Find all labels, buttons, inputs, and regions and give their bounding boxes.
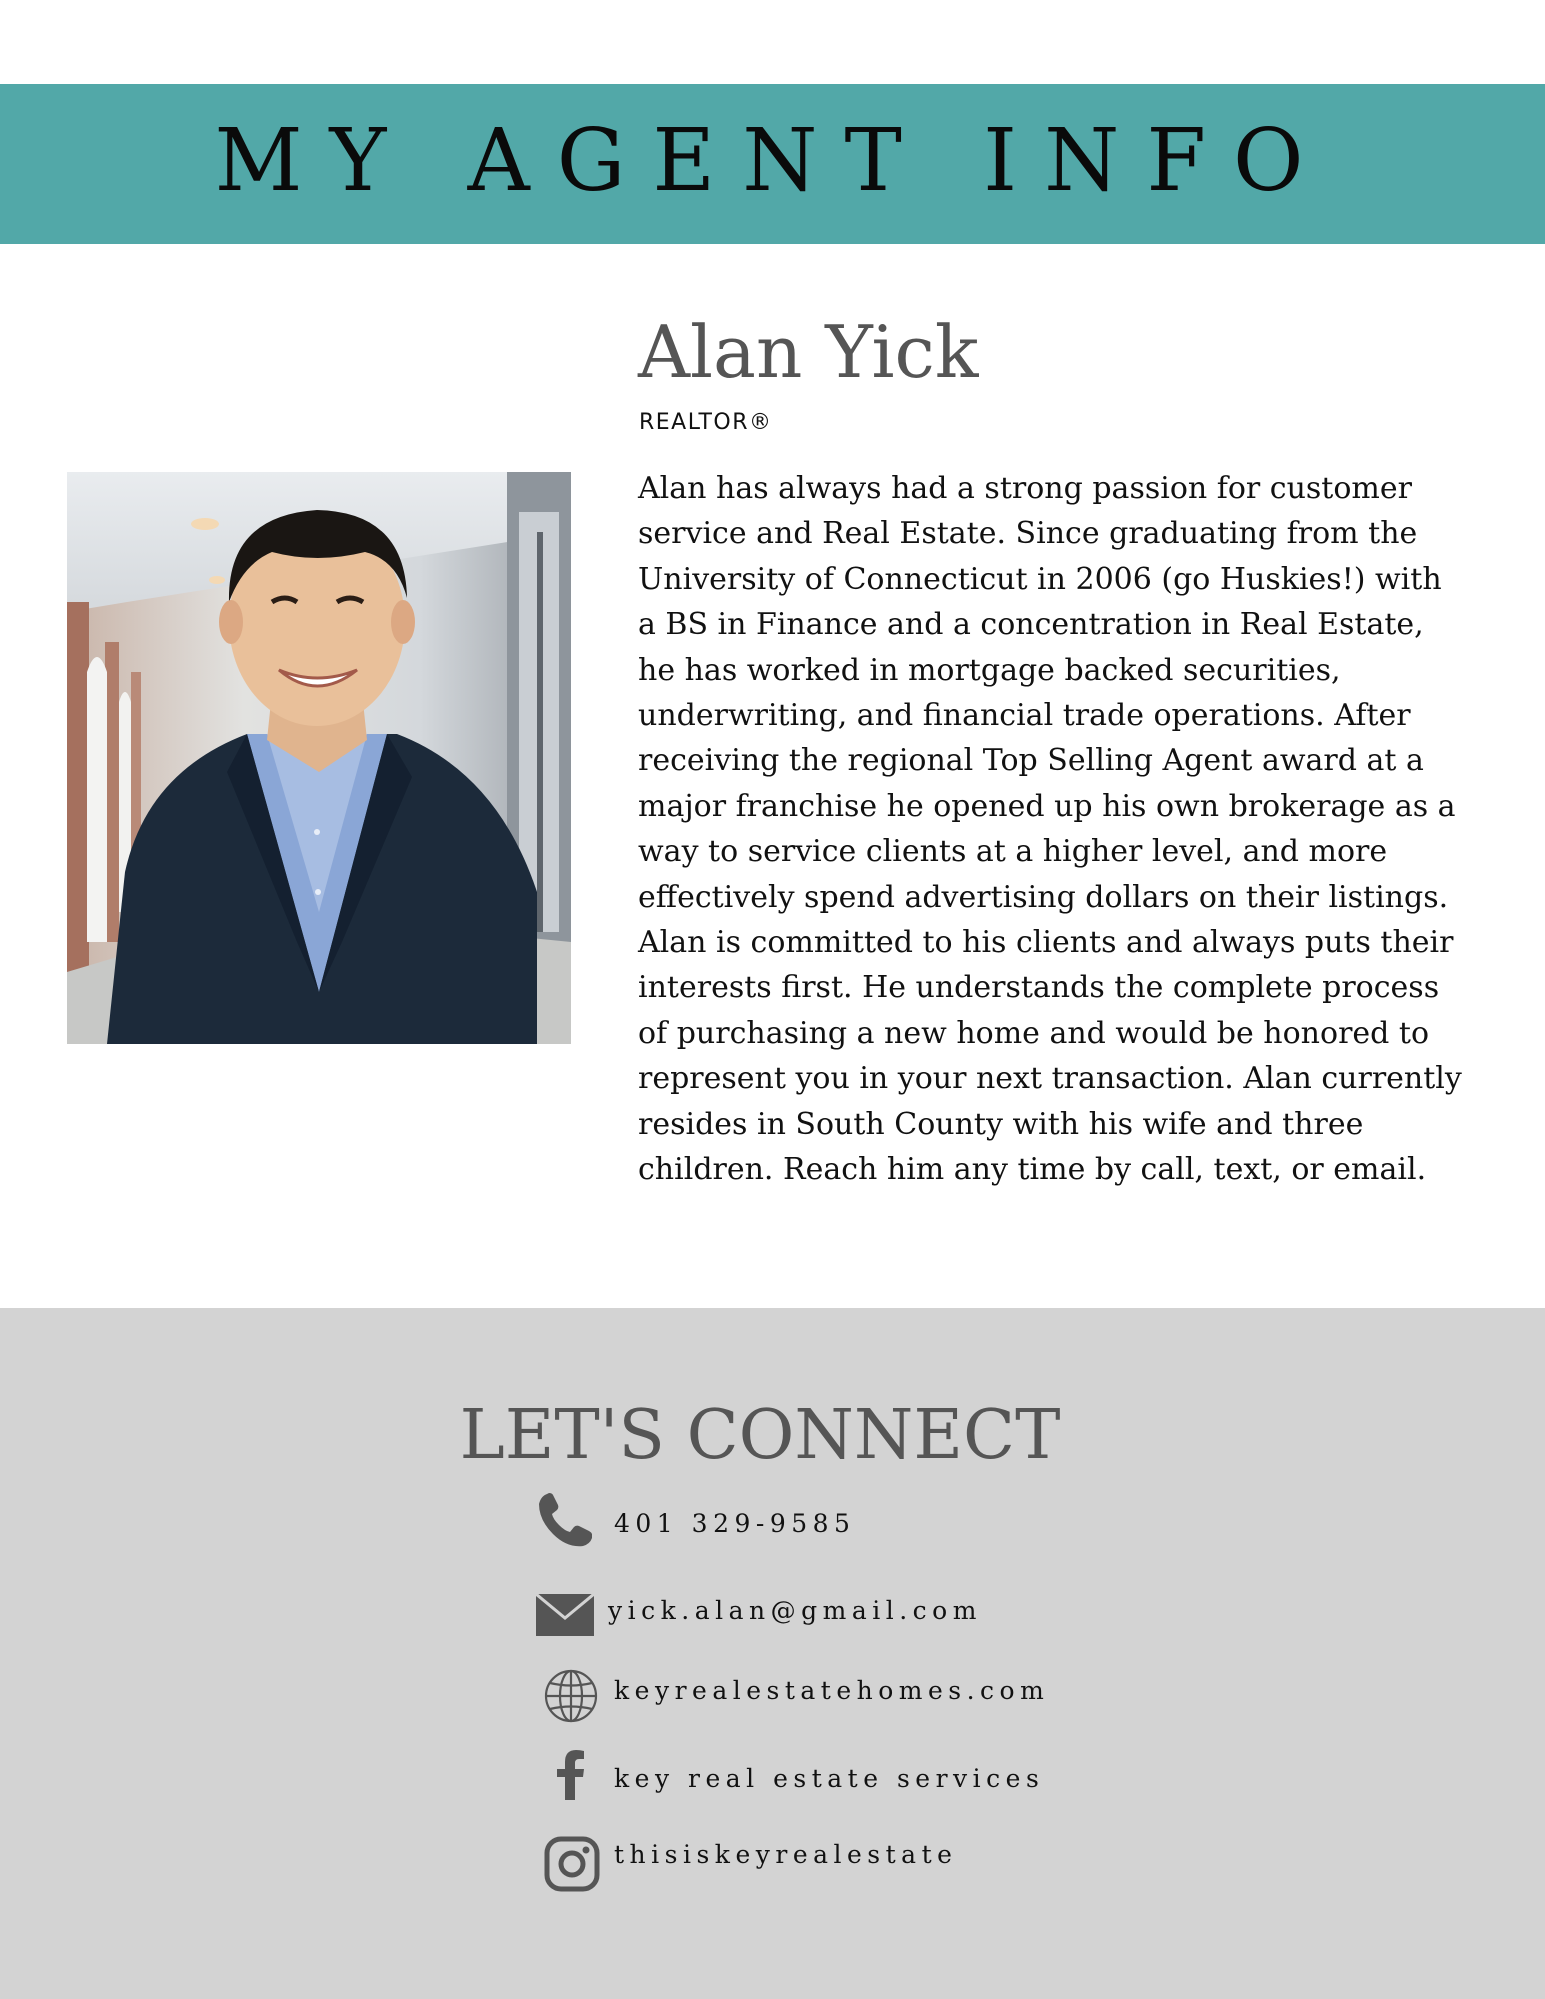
agent-name: Alan Yick	[638, 310, 979, 394]
website-url[interactable]: keyrealestatehomes.com	[614, 1676, 1050, 1705]
envelope-icon	[536, 1594, 594, 1636]
instagram-icon	[544, 1836, 600, 1892]
instagram-handle[interactable]: thisiskeyrealestate	[614, 1840, 958, 1869]
email-address[interactable]: yick.alan@gmail.com	[608, 1596, 982, 1625]
facebook-icon	[554, 1750, 586, 1800]
globe-icon	[543, 1668, 599, 1724]
connect-title: LET'S CONNECT	[459, 1396, 1061, 1475]
facebook-page[interactable]: key real estate services	[614, 1764, 1045, 1793]
agent-bio: Alan has always had a strong passion for customer service and Real Estate. Since graduating from the University of Connecticut in 2006 (go Huskies!) with a BS in Finance and a concentration in Real Estate, he has worked in mortgage backed securities, underwriting, and financial trade operations. After receiving the regional Top Selling Agent award at a major franchise he opened up his own brokerage as a way to service clients at a higher level, and more effectively spend advertising dollars on their listings. Alan is committed to his clients and always puts their interests first. He understands the complete process of purchasing a new home and would be honored to represent you in your next transaction. Alan currently resides in South County with his wife and three children. Reach him any time by call, text, or email.	[638, 471, 1462, 1188]
agent-headshot-image	[67, 472, 571, 1044]
phone-icon	[535, 1490, 595, 1550]
page-title: MY AGENT INFO	[214, 111, 1331, 211]
phone-number[interactable]: 401 329-9585	[614, 1509, 856, 1538]
agent-title: REALTOR®	[639, 410, 773, 435]
agent-photo	[67, 472, 571, 1044]
